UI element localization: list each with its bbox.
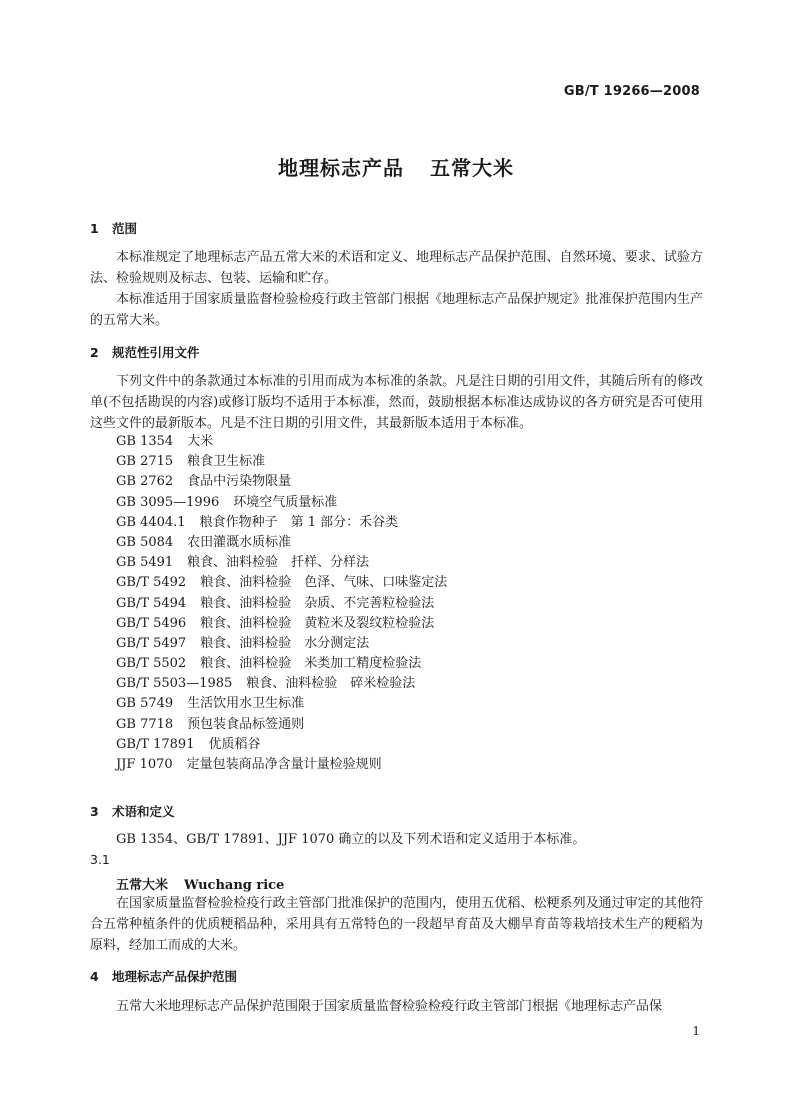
- reference-item: [116, 594, 447, 614]
- reference-item: [116, 614, 447, 634]
- reference-code: GB 2715: [116, 454, 174, 470]
- reference-code: GB 5749: [116, 696, 174, 712]
- reference-title: 粮食、油料检验 黄粒米及裂纹粒检验法: [200, 615, 435, 631]
- reference-code: GB 4404.1: [116, 514, 186, 530]
- reference-code: GB 7718: [116, 716, 174, 732]
- section-title: 术语和定义: [112, 804, 175, 819]
- reference-item: [116, 715, 447, 735]
- standard-code: GB/T 19266—2008: [563, 84, 700, 99]
- reference-code: GB/T 17891: [116, 736, 195, 752]
- reference-item: [116, 634, 447, 654]
- reference-code: GB 1354: [116, 434, 174, 449]
- reference-code: JJF 1070: [116, 757, 173, 772]
- reference-title: 粮食、油料检验 杂质、不完善粒检验法: [200, 595, 435, 611]
- reference-title: 粮食、油料检验 碎米检验法: [246, 676, 416, 692]
- reference-title: 预包装食品标签通则: [187, 716, 305, 732]
- reference-code: GB 2762: [116, 474, 174, 490]
- section-2-heading: [90, 343, 200, 361]
- reference-code: GB/T 5503—1985: [116, 676, 233, 692]
- reference-title: 粮食、油料检验 水分测定法: [200, 635, 370, 651]
- reference-code: GB/T 5492: [116, 575, 187, 591]
- reference-code: GB/T 5502: [116, 656, 187, 672]
- reference-title: 粮食作物种子 第 1 部分：禾谷类: [199, 514, 399, 530]
- reference-title: 粮食、油料检验 米类加工精度检验法: [200, 656, 422, 672]
- reference-item: [116, 654, 447, 674]
- reference-title: 大米: [187, 434, 214, 449]
- section-number: 4: [90, 969, 99, 984]
- reference-code: GB 3095—1996: [116, 494, 220, 510]
- section-number: 2: [90, 345, 99, 360]
- term-english: Wuchang rice: [184, 878, 285, 893]
- reference-item: [116, 452, 447, 472]
- reference-item: [116, 694, 447, 714]
- reference-title: 粮食、油料检验 色泽、气味、口味鉴定法: [200, 575, 448, 591]
- title-part-1: 地理标志产品: [278, 156, 404, 180]
- reference-item: [116, 674, 447, 694]
- section-4-paragraph-1: 五常大米地理标志产品保护范围限于国家质量监督检验检疫行政主管部门根据《地理标志产品保: [116, 999, 663, 1014]
- section-number: 3: [90, 804, 99, 819]
- section-3-paragraph-1: GB 1354、GB/T 17891、JJF 1070 确立的以及下列术语和定义适用于本标准。: [116, 832, 586, 847]
- reference-item: [116, 533, 447, 553]
- reference-item: [116, 432, 447, 452]
- term-entry: [116, 874, 284, 893]
- reference-code: GB/T 5494: [116, 595, 187, 611]
- reference-code: GB/T 5497: [116, 635, 187, 651]
- section-title: 范围: [112, 221, 138, 236]
- section-4-heading: [90, 967, 237, 985]
- reference-code: GB 5084: [116, 534, 174, 550]
- reference-title: 粮食、油料检验 扦样、分样法: [187, 555, 370, 571]
- reference-title: 环境空气质量标准: [233, 494, 338, 510]
- reference-title: 食品中污染物限量: [187, 474, 292, 490]
- term-chinese: 五常大米: [116, 878, 169, 893]
- reference-code: GB 5491: [116, 555, 174, 571]
- reference-title: 生活饮用水卫生标准: [187, 696, 305, 712]
- reference-item: [116, 755, 447, 775]
- reference-title: 优质稻谷: [208, 736, 261, 752]
- section-1-paragraph-1: 本标准规定了地理标志产品五常大米的术语和定义、地理标志产品保护范围、自然环境、要求、试验方法、检验规则及标志、包装、运输和贮存。: [90, 250, 703, 286]
- section-1-paragraph-2: 本标准适用于国家质量监督检验检疫行政主管部门根据《地理标志产品保护规定》批准保护范围内生产的五常大米。: [90, 292, 703, 328]
- reference-item: [116, 573, 447, 593]
- page-number: 1: [692, 1024, 700, 1038]
- clause-number: 3.1: [90, 852, 110, 867]
- section-1-heading: [90, 219, 137, 237]
- reference-item: [116, 553, 447, 573]
- term-definition: 在国家质量监督检验检疫行政主管部门批准保护的范围内，使用五优稻、松粳系列及通过审定的其他符合五常种植条件的优质粳稻品种，采用具有五常特色的一段超早育苗及大棚旱育苗等栽培技术生产的粳稻为原料，经加工而成的大米。: [90, 896, 703, 953]
- normative-references-list: [116, 432, 447, 775]
- document-title: [0, 152, 792, 181]
- reference-item: [116, 513, 447, 533]
- reference-code: GB/T 5496: [116, 615, 187, 631]
- reference-item: [116, 493, 447, 513]
- reference-title: 定量包装商品净含量计量检验规则: [186, 757, 382, 772]
- section-number: 1: [90, 221, 99, 236]
- section-title: 地理标志产品保护范围: [112, 969, 238, 984]
- reference-title: 农田灌溉水质标准: [187, 534, 292, 550]
- title-part-2: 五常大米: [430, 156, 514, 180]
- reference-item: [116, 472, 447, 492]
- section-3-heading: [90, 802, 175, 820]
- reference-title: 粮食卫生标准: [187, 454, 266, 470]
- section-title: 规范性引用文件: [112, 345, 200, 360]
- section-2-paragraph-1: 下列文件中的条款通过本标准的引用而成为本标准的条款。凡是注日期的引用文件，其随后所有的修改单(不包括勘误的内容)或修订版均不适用于本标准，然而，鼓励根据本标准达成协议的各方研究是否可使用这些文件的最新版本。凡是不注日期的引用文件，其最新版本适用于本标准。: [90, 374, 703, 431]
- reference-item: [116, 735, 447, 755]
